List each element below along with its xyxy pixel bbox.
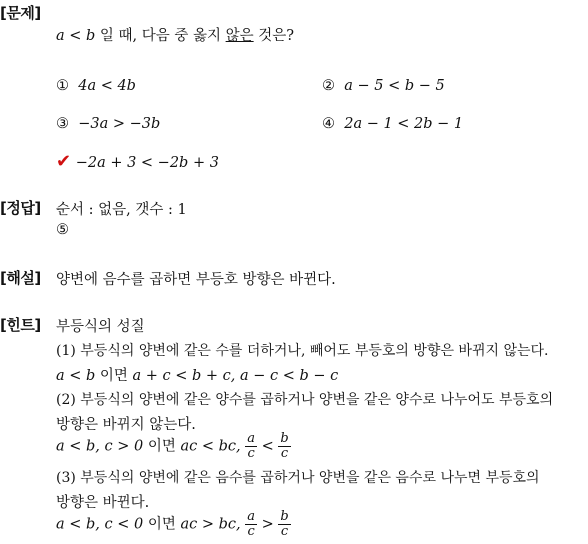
frac-den: c <box>247 524 255 539</box>
choice-expr: a − 5 < b − 5 <box>344 78 445 94</box>
hint-label: [힌트] <box>0 316 41 334</box>
choice-1[interactable] <box>56 78 136 94</box>
choice-4[interactable] <box>322 116 463 132</box>
hint-then: 이면 <box>143 516 181 533</box>
hint-rule-3a: (3) 부등식의 양변에 같은 음수를 곱하거나 양변을 같은 음수로 나누면 부등호의 <box>56 470 540 486</box>
hint-math: a < b, c < 0 <box>56 516 144 533</box>
hint-op: > <box>261 516 274 533</box>
choice-marker: ② <box>322 78 335 94</box>
answer-line: 순서 : 없음, 갯수 : 1 <box>56 202 187 218</box>
frac-num: a <box>247 431 255 446</box>
hint-math: ac > bc, <box>180 516 241 533</box>
hint-rule-2-example <box>56 432 291 461</box>
frac-den: c <box>280 446 289 461</box>
hint-math: a < b <box>56 368 96 384</box>
hint-rule-1: (1) 부등식의 양변에 같은 수를 더하거나, 빼어도 부등호의 방향은 바뀌지 않는다. <box>56 343 549 359</box>
choice-marker: ④ <box>322 116 335 132</box>
choice-marker: ③ <box>56 116 69 132</box>
choice-5[interactable] <box>56 151 219 172</box>
explanation-label: [해설] <box>0 269 41 287</box>
hint-op: < <box>261 438 274 455</box>
hint-math: ac < bc, <box>180 438 241 455</box>
stem-underlined: 않은 <box>225 28 254 44</box>
hint-rule-1-example <box>56 364 338 385</box>
choice-expr: −3a > −3b <box>78 116 161 132</box>
choice-expr: 2a − 1 < 2b − 1 <box>344 116 464 132</box>
answer-label: [정답] <box>0 199 41 217</box>
frac-den: c <box>280 524 289 539</box>
frac-num: b <box>280 431 289 446</box>
choice-expr: 4a < 4b <box>78 78 136 94</box>
frac-num: a <box>247 509 255 524</box>
hint-then: 이면 <box>143 438 181 455</box>
answer-choice: ⑤ <box>56 222 69 238</box>
fraction <box>278 510 290 539</box>
hint-rule-2a: (2) 부등식의 양변에 같은 양수를 곱하거나 양변을 같은 양수로 나누어도 부등호의 <box>56 392 554 408</box>
problem-label: [문제] <box>0 4 41 22</box>
hint-rule-2b: 방향은 바뀌지 않는다. <box>56 417 196 433</box>
stem-math: a < b <box>56 28 96 44</box>
hint-rule-3-example <box>56 510 291 539</box>
hint-title: 부등식의 성질 <box>56 319 145 335</box>
stem-text-after: 것은? <box>253 28 295 44</box>
choice-expr: −2a + 3 < −2b + 3 <box>75 155 219 171</box>
problem-stem <box>56 24 294 45</box>
choice-2[interactable] <box>322 78 445 94</box>
choice-3[interactable] <box>56 116 160 132</box>
fraction <box>245 510 257 539</box>
hint-rule-3b: 방향은 바뀐다. <box>56 495 150 511</box>
explanation-text: 양변에 음수를 곱하면 부등호 방향은 바뀐다. <box>56 272 336 288</box>
fraction <box>278 432 290 461</box>
choice-marker: ① <box>56 78 69 94</box>
frac-den: c <box>247 446 255 461</box>
fraction <box>245 432 257 461</box>
stem-text-before: 일 때, 다음 중 옳지 <box>95 28 226 44</box>
hint-then: 이면 <box>95 368 133 384</box>
frac-num: b <box>280 509 289 524</box>
checkmark-icon: ✔ <box>56 151 72 172</box>
hint-math: a + c < b + c, a − c < b − c <box>132 368 339 384</box>
hint-math: a < b, c > 0 <box>56 438 144 455</box>
